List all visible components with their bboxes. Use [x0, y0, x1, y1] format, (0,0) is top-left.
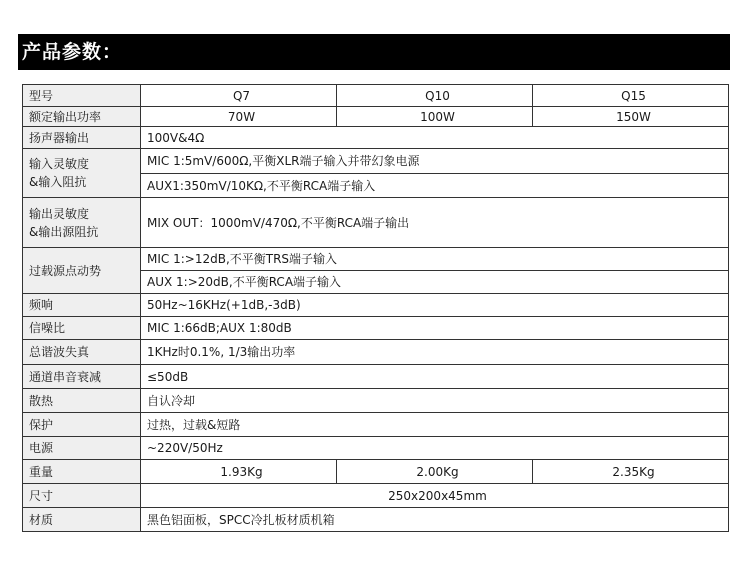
table-row-input-sensitivity: [23, 149, 729, 174]
label-output-sensitivity: [23, 198, 141, 248]
weight-q7: 1.93Kg: [141, 460, 337, 484]
dimensions-value: 250x200x45mm: [141, 484, 729, 508]
page-title: 产品参数：: [18, 34, 730, 70]
model-q15: Q15: [533, 85, 729, 107]
spec-table: [22, 84, 729, 532]
output-sensitivity-value: MIX OUT：1000mV/470Ω,不平衡RCA端子输出: [141, 198, 729, 248]
table-row-output-sensitivity: [23, 198, 729, 248]
table-row-protection: [23, 413, 729, 437]
label-thd: 总谐波失真: [23, 340, 141, 365]
model-q10: Q10: [337, 85, 533, 107]
input-sensitivity-aux: AUX1:350mV/10KΩ,不平衡RCA端子输入: [141, 174, 729, 198]
cooling-value: 自认冷却: [141, 389, 729, 413]
snr-value: MIC 1:66dB;AUX 1:80dB: [141, 317, 729, 340]
thd-value: 1KHz时0.1%, 1/3输出功率: [141, 340, 729, 365]
table-row-snr: [23, 317, 729, 340]
table-row-cooling: [23, 389, 729, 413]
label-overload: 过载源点动势: [23, 248, 141, 294]
overload-mic: MIC 1:>12dB,不平衡TRS端子输入: [141, 248, 729, 271]
table-row-rated-power: [23, 107, 729, 127]
rated-power-q7: 70W: [141, 107, 337, 127]
label-material: 材质: [23, 508, 141, 532]
label-dimensions: 尺寸: [23, 484, 141, 508]
rated-power-q15: 150W: [533, 107, 729, 127]
protection-value: 过热，过载&短路: [141, 413, 729, 437]
crosstalk-value: ≤50dB: [141, 365, 729, 389]
table-row-frequency: [23, 294, 729, 317]
table-row-weight: [23, 460, 729, 484]
label-frequency: 频响: [23, 294, 141, 317]
weight-q10: 2.00Kg: [337, 460, 533, 484]
material-value: 黑色铝面板，SPCC冷扎板材质机箱: [141, 508, 729, 532]
table-row-material: [23, 508, 729, 532]
table-row-power-supply: [23, 437, 729, 460]
model-q7: Q7: [141, 85, 337, 107]
label-power-supply: 电源: [23, 437, 141, 460]
frequency-value: 50Hz~16KHz(+1dB,-3dB): [141, 294, 729, 317]
table-row-thd: [23, 340, 729, 365]
label-crosstalk: 通道串音衰减: [23, 365, 141, 389]
table-row-crosstalk: [23, 365, 729, 389]
power-supply-value: ~220V/50Hz: [141, 437, 729, 460]
label-input-sensitivity-line1: 输入灵敏度: [29, 157, 90, 171]
label-output-sensitivity-line2: &输出源阻抗: [29, 224, 99, 239]
label-input-sensitivity-line2: &输入阻抗: [29, 175, 87, 189]
label-model: 型号: [23, 85, 141, 107]
table-row-dimensions: [23, 484, 729, 508]
label-snr: 信噪比: [23, 317, 141, 340]
table-row-model: [23, 85, 729, 107]
label-weight: 重量: [23, 460, 141, 484]
overload-aux: AUX 1:>20dB,不平衡RCA端子输入: [141, 271, 729, 294]
label-output-sensitivity-line1: 输出灵敏度: [29, 206, 90, 221]
label-speaker-output: 扬声器输出: [23, 127, 141, 149]
weight-q15: 2.35Kg: [533, 460, 729, 484]
table-row-speaker-output: [23, 127, 729, 149]
label-cooling: 散热: [23, 389, 141, 413]
rated-power-q10: 100W: [337, 107, 533, 127]
speaker-output-value: 100V&4Ω: [141, 127, 729, 149]
label-protection: 保护: [23, 413, 141, 437]
input-sensitivity-mic: MIC 1:5mV/600Ω,平衡XLR端子输入并带幻象电源: [141, 149, 729, 174]
label-rated-power: 额定输出功率: [23, 107, 141, 127]
label-input-sensitivity: [23, 149, 141, 198]
table-row-overload: [23, 248, 729, 271]
